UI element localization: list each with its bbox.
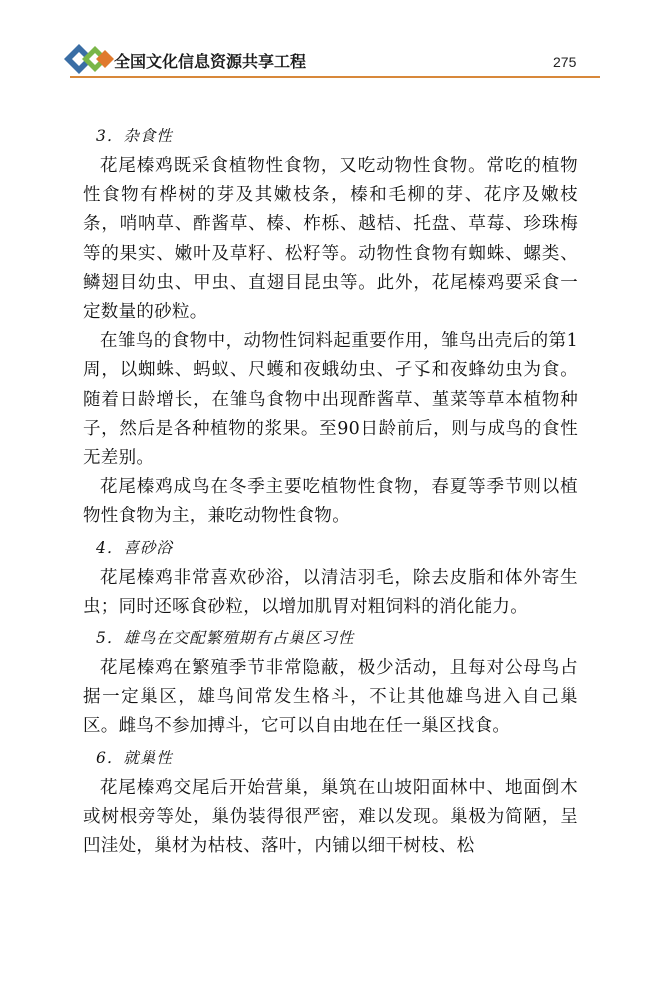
paragraph: 在雏鸟的食物中，动物性饲料起重要作用，雏鸟出壳后的第1周，以蜘蛛、蚂蚁、尺蠖和夜蛾幼虫、孑孓和夜蜂幼虫为食。随着日龄增长，在雏鸟食物中出现酢酱草、堇菜等草本植物种子，然后是各种植物的浆果。至90日龄前后，则与成鸟的食性无差别。 xyxy=(83,331,578,469)
section-heading: 5．雄鸟在交配繁殖期有占巢区习性 xyxy=(96,629,355,648)
page-header xyxy=(0,0,646,82)
paragraph: 花尾榛鸡既采食植物性食物，又吃动物性食物。常吃的植物性食物有桦树的芽及其嫩枝条，榛和毛柳的芽、花序及嫩枝条，哨呐草、酢酱草、榛、柞栎、越桔、托盘、草莓、珍珠梅等的果实、嫩叶及草籽、松籽等。动物性食物有蜘蛛、螺类、鳞翅目幼虫、甲虫、直翅目昆虫等。此外，花尾榛鸡要采食一定数量的砂粒。 xyxy=(83,156,578,323)
page-number: 275 xyxy=(553,54,577,70)
page-body xyxy=(83,120,578,861)
paragraph: 花尾榛鸡非常喜欢砂浴，以清洁羽毛，除去皮脂和体外寄生虫；同时还啄食砂粒，以增加肌胃对粗饲料的消化能力。 xyxy=(83,567,578,617)
culture-project-logo-icon xyxy=(62,40,114,78)
section-sand-bathing xyxy=(83,532,578,622)
section-heading: 6．就巢性 xyxy=(96,748,173,767)
paragraph: 花尾榛鸡交尾后开始营巢，巢筑在山坡阳面林中、地面倒木或树根旁等处，巢伪装得很严密，难以发现。巢极为简陋，呈凹洼处，巢材为枯枝、落叶，内铺以细干树枝、松 xyxy=(83,777,578,857)
header-divider xyxy=(70,76,600,78)
header-title: 全国文化信息资源共享工程 xyxy=(114,52,307,71)
section-broodiness xyxy=(83,742,578,862)
section-heading: 4．喜砂浴 xyxy=(96,538,173,557)
paragraph: 花尾榛鸡在繁殖季节非常隐蔽，极少活动，且每对公母鸟占据一定巢区，雄鸟间常发生格斗，不让其他雄鸟进入自己巢区。雌鸟不参加搏斗，它可以自由地在任一巢区找食。 xyxy=(83,658,578,737)
section-omnivory xyxy=(83,120,578,532)
section-heading: 3．杂食性 xyxy=(96,127,173,145)
section-territoriality xyxy=(83,622,578,742)
paragraph: 花尾榛鸡成鸟在冬季主要吃植物性食物，春夏等季节则以植物性食物为主，兼吃动物性食物。 xyxy=(83,477,578,527)
